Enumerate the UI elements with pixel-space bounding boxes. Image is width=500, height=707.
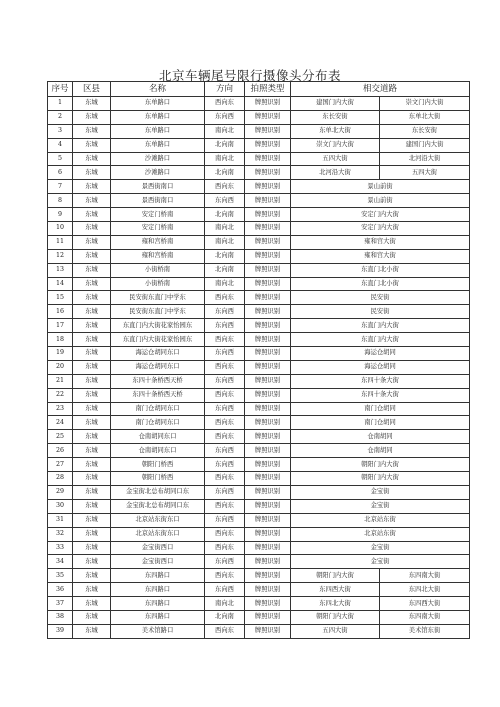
cell-name: 南门仓胡同东口 (111, 402, 205, 416)
cell-type: 牌照识别 (245, 333, 291, 347)
cell-road-2: 东单北大街 (380, 110, 470, 124)
table-row (48, 97, 470, 111)
cell-type: 牌照识别 (245, 458, 291, 472)
table-row (48, 166, 470, 180)
cell-type: 牌照识别 (245, 597, 291, 611)
cell-type: 牌照识别 (245, 555, 291, 569)
cell-direction: 西向东 (205, 527, 245, 541)
table-row (48, 513, 470, 527)
cell-road: 朝阳门内大街 (291, 458, 470, 472)
cell-district: 东城 (73, 305, 111, 319)
cell-road: 东四北大街 (291, 597, 380, 611)
cell-district: 东城 (73, 277, 111, 291)
table-row (48, 374, 470, 388)
cell-name: 东直门内大街花家怡园东 (111, 333, 205, 347)
table-row (48, 388, 470, 402)
cell-direction: 东向西 (205, 513, 245, 527)
cell-district: 东城 (73, 319, 111, 333)
cell-direction: 北向南 (205, 610, 245, 624)
cell-no: 17 (48, 319, 73, 333)
cell-direction: 东向西 (205, 555, 245, 569)
cell-type: 牌照识别 (245, 249, 291, 263)
cell-direction: 南向北 (205, 235, 245, 249)
cell-no: 24 (48, 416, 73, 430)
table-row (48, 472, 470, 486)
cell-district: 东城 (73, 208, 111, 222)
cell-road: 东四十条大街 (291, 374, 470, 388)
cell-type: 牌照识别 (245, 208, 291, 222)
cell-district: 东城 (73, 360, 111, 374)
table-row (48, 333, 470, 347)
cell-no: 1 (48, 97, 73, 111)
cell-name: 东四路口 (111, 597, 205, 611)
cell-no: 28 (48, 472, 73, 486)
header-district: 区县 (73, 82, 111, 97)
cell-type: 牌照识别 (245, 166, 291, 180)
cell-no: 33 (48, 541, 73, 555)
cell-road: 金宝街 (291, 541, 470, 555)
cell-name: 金宝街北总布胡同口东 (111, 485, 205, 499)
cell-district: 东城 (73, 416, 111, 430)
cell-type: 牌照识别 (245, 180, 291, 194)
cell-type: 牌照识别 (245, 194, 291, 208)
table-row (48, 235, 470, 249)
cell-road: 五四大街 (291, 624, 380, 638)
cell-district: 东城 (73, 374, 111, 388)
cell-district: 东城 (73, 263, 111, 277)
cell-name: 沙滩路口 (111, 152, 205, 166)
cell-road: 北京站东街 (291, 527, 470, 541)
cell-no: 37 (48, 597, 73, 611)
cell-no: 36 (48, 583, 73, 597)
table-row (48, 610, 470, 624)
cell-road: 五四大街 (291, 152, 380, 166)
cell-district: 东城 (73, 249, 111, 263)
cell-name: 安定门桥南 (111, 208, 205, 222)
cell-name: 美术馆路口 (111, 624, 205, 638)
cell-name: 雍和宫桥南 (111, 249, 205, 263)
table-row (48, 124, 470, 138)
cell-type: 牌照识别 (245, 444, 291, 458)
cell-road: 东直门内大街 (291, 319, 470, 333)
cell-direction: 南向北 (205, 124, 245, 138)
cell-name: 小街桥南 (111, 263, 205, 277)
cell-type: 牌照识别 (245, 277, 291, 291)
cell-no: 23 (48, 402, 73, 416)
cell-type: 牌照识别 (245, 97, 291, 111)
cell-road-2: 美术馆东街 (380, 624, 470, 638)
cell-no: 10 (48, 222, 73, 236)
cell-district: 东城 (73, 569, 111, 583)
cell-type: 牌照识别 (245, 430, 291, 444)
cell-road: 东四西大街 (291, 583, 380, 597)
cell-road: 金宝街 (291, 499, 470, 513)
cell-no: 30 (48, 499, 73, 513)
cell-type: 牌照识别 (245, 235, 291, 249)
cell-no: 8 (48, 194, 73, 208)
cell-road-2: 东四北大街 (380, 583, 470, 597)
table-row (48, 624, 470, 638)
cell-name: 小街桥南 (111, 277, 205, 291)
cell-name: 仓南胡同东口 (111, 430, 205, 444)
cell-name: 民安街东直门中学东 (111, 305, 205, 319)
header-no: 序号 (48, 82, 73, 97)
cell-no: 2 (48, 110, 73, 124)
cell-no: 22 (48, 388, 73, 402)
cell-direction: 西向东 (205, 541, 245, 555)
cell-type: 牌照识别 (245, 263, 291, 277)
cell-district: 东城 (73, 458, 111, 472)
cell-type: 牌照识别 (245, 513, 291, 527)
cell-road: 东直门北小街 (291, 263, 470, 277)
table-row (48, 263, 470, 277)
table-row (48, 402, 470, 416)
cell-no: 12 (48, 249, 73, 263)
cell-name: 金宝街北总布胡同口东 (111, 499, 205, 513)
cell-direction: 东向西 (205, 485, 245, 499)
cell-direction: 南向北 (205, 152, 245, 166)
cell-road: 仓南胡同 (291, 430, 470, 444)
cell-district: 东城 (73, 138, 111, 152)
cell-district: 东城 (73, 444, 111, 458)
table-row (48, 110, 470, 124)
cell-type: 牌照识别 (245, 472, 291, 486)
cell-no: 16 (48, 305, 73, 319)
cell-no: 32 (48, 527, 73, 541)
cell-no: 27 (48, 458, 73, 472)
cell-no: 18 (48, 333, 73, 347)
cell-no: 5 (48, 152, 73, 166)
cell-name: 民安街东直门中学东 (111, 291, 205, 305)
cell-direction: 西向东 (205, 388, 245, 402)
table-row (48, 416, 470, 430)
cell-road-2: 东四南大街 (380, 610, 470, 624)
cell-name: 东单路口 (111, 110, 205, 124)
cell-direction: 西向东 (205, 360, 245, 374)
cell-direction: 东向西 (205, 347, 245, 361)
cell-type: 牌照识别 (245, 222, 291, 236)
cell-road: 东直门北小街 (291, 277, 470, 291)
cell-direction: 西向东 (205, 291, 245, 305)
table-row (48, 555, 470, 569)
table-row (48, 291, 470, 305)
table-row (48, 458, 470, 472)
cell-district: 东城 (73, 97, 111, 111)
cell-no: 34 (48, 555, 73, 569)
cell-direction: 南向北 (205, 277, 245, 291)
cell-name: 东四十条桥西天桥 (111, 374, 205, 388)
cell-direction: 东向西 (205, 194, 245, 208)
cell-direction: 西向东 (205, 569, 245, 583)
cell-name: 海运仓胡同东口 (111, 347, 205, 361)
cell-road-2: 北河沿大街 (380, 152, 470, 166)
cell-direction: 北向南 (205, 138, 245, 152)
header-crossroad: 相交道路 (291, 82, 470, 97)
table-row (48, 597, 470, 611)
cell-no: 39 (48, 624, 73, 638)
header-name: 名称 (111, 82, 205, 97)
cell-no: 6 (48, 166, 73, 180)
table-header-row (48, 82, 470, 97)
cell-district: 东城 (73, 527, 111, 541)
cell-direction: 南向北 (205, 597, 245, 611)
cell-district: 东城 (73, 499, 111, 513)
cell-road: 雍和宫大街 (291, 235, 470, 249)
cell-direction: 南向北 (205, 222, 245, 236)
table-row (48, 527, 470, 541)
cell-direction: 西向东 (205, 499, 245, 513)
cell-road: 金宝街 (291, 555, 470, 569)
cell-road: 雍和宫大街 (291, 249, 470, 263)
cell-road-2: 五四大街 (380, 166, 470, 180)
cell-district: 东城 (73, 124, 111, 138)
table-row (48, 569, 470, 583)
cell-no: 13 (48, 263, 73, 277)
cell-name: 东四路口 (111, 583, 205, 597)
cell-direction: 北向南 (205, 166, 245, 180)
cell-name: 朝阳门桥西 (111, 458, 205, 472)
cell-no: 14 (48, 277, 73, 291)
cell-name: 金宝街西口 (111, 541, 205, 555)
table-row (48, 249, 470, 263)
cell-direction: 北向南 (205, 208, 245, 222)
cell-name: 北京站东街东口 (111, 527, 205, 541)
cell-district: 东城 (73, 472, 111, 486)
cell-direction: 东向西 (205, 305, 245, 319)
table-row (48, 360, 470, 374)
cell-district: 东城 (73, 583, 111, 597)
table-row (48, 583, 470, 597)
cell-no: 26 (48, 444, 73, 458)
cell-road: 民安街 (291, 291, 470, 305)
cell-type: 牌照识别 (245, 388, 291, 402)
cell-no: 4 (48, 138, 73, 152)
cell-no: 35 (48, 569, 73, 583)
cell-road: 金宝街 (291, 485, 470, 499)
cell-no: 11 (48, 235, 73, 249)
header-direction: 方向 (205, 82, 245, 97)
cell-direction: 东向西 (205, 110, 245, 124)
cell-no: 29 (48, 485, 73, 499)
cell-road: 朝阳门内大街 (291, 610, 380, 624)
cell-type: 牌照识别 (245, 499, 291, 513)
cell-no: 20 (48, 360, 73, 374)
table-row (48, 222, 470, 236)
cell-district: 东城 (73, 597, 111, 611)
table-row (48, 194, 470, 208)
camera-table (47, 81, 470, 639)
cell-road: 崇文门内大街 (291, 138, 380, 152)
page-title: 北京车辆尾号限行摄像头分布表 (158, 68, 341, 83)
cell-district: 东城 (73, 180, 111, 194)
cell-district: 东城 (73, 485, 111, 499)
cell-type: 牌照识别 (245, 152, 291, 166)
table-row (48, 485, 470, 499)
cell-district: 东城 (73, 610, 111, 624)
cell-district: 东城 (73, 110, 111, 124)
cell-road: 南门仓胡同 (291, 416, 470, 430)
cell-name: 景西街南口 (111, 194, 205, 208)
cell-road: 东四十条大街 (291, 388, 470, 402)
cell-type: 牌照识别 (245, 402, 291, 416)
cell-name: 海运仓胡同东口 (111, 360, 205, 374)
cell-road: 朝阳门内大街 (291, 472, 470, 486)
table-row (48, 305, 470, 319)
cell-no: 19 (48, 347, 73, 361)
cell-name: 东直门内大街花家怡园东 (111, 319, 205, 333)
cell-road: 朝阳门内大街 (291, 569, 380, 583)
cell-type: 牌照识别 (245, 624, 291, 638)
cell-type: 牌照识别 (245, 138, 291, 152)
cell-district: 东城 (73, 513, 111, 527)
cell-road: 东直门内大街 (291, 333, 470, 347)
table-row (48, 444, 470, 458)
cell-name: 东单路口 (111, 138, 205, 152)
table-row (48, 152, 470, 166)
cell-direction: 东向西 (205, 319, 245, 333)
cell-no: 15 (48, 291, 73, 305)
cell-direction: 北向南 (205, 263, 245, 277)
cell-type: 牌照识别 (245, 541, 291, 555)
cell-road: 北京站东街 (291, 513, 470, 527)
cell-type: 牌照识别 (245, 291, 291, 305)
cell-name: 安定门桥南 (111, 222, 205, 236)
cell-no: 38 (48, 610, 73, 624)
cell-type: 牌照识别 (245, 610, 291, 624)
cell-district: 东城 (73, 291, 111, 305)
cell-road: 安定门内大街 (291, 222, 470, 236)
cell-type: 牌照识别 (245, 374, 291, 388)
cell-type: 牌照识别 (245, 569, 291, 583)
table-row (48, 277, 470, 291)
table-row (48, 499, 470, 513)
cell-name: 东四十条桥西天桥 (111, 388, 205, 402)
cell-type: 牌照识别 (245, 583, 291, 597)
cell-district: 东城 (73, 222, 111, 236)
cell-road: 海运仓胡同 (291, 347, 470, 361)
cell-road-2: 建国门内大街 (380, 138, 470, 152)
cell-name: 北京站东街东口 (111, 513, 205, 527)
cell-direction: 西向东 (205, 97, 245, 111)
header-type: 拍照类型 (245, 82, 291, 97)
cell-name: 东单路口 (111, 97, 205, 111)
cell-road: 东长安街 (291, 110, 380, 124)
cell-type: 牌照识别 (245, 319, 291, 333)
table-row (48, 347, 470, 361)
cell-road: 南门仓胡同 (291, 402, 470, 416)
cell-direction: 东向西 (205, 374, 245, 388)
cell-name: 景西街南口 (111, 180, 205, 194)
cell-direction: 东向西 (205, 402, 245, 416)
cell-district: 东城 (73, 541, 111, 555)
cell-road-2: 崇文门内大街 (380, 97, 470, 111)
cell-district: 东城 (73, 333, 111, 347)
cell-name: 雍和宫桥南 (111, 235, 205, 249)
cell-direction: 东向西 (205, 458, 245, 472)
cell-direction: 东向西 (205, 444, 245, 458)
cell-type: 牌照识别 (245, 416, 291, 430)
cell-road-2: 东四西大街 (380, 597, 470, 611)
cell-direction: 西向东 (205, 416, 245, 430)
table-row (48, 541, 470, 555)
cell-road: 东单北大街 (291, 124, 380, 138)
cell-district: 东城 (73, 388, 111, 402)
cell-district: 东城 (73, 402, 111, 416)
cell-no: 31 (48, 513, 73, 527)
cell-no: 21 (48, 374, 73, 388)
cell-name: 东四路口 (111, 610, 205, 624)
cell-road-2: 东四南大街 (380, 569, 470, 583)
cell-name: 沙滩路口 (111, 166, 205, 180)
cell-name: 东四路口 (111, 569, 205, 583)
table-row (48, 319, 470, 333)
cell-road: 民安街 (291, 305, 470, 319)
cell-direction: 西向东 (205, 333, 245, 347)
cell-direction: 东向西 (205, 583, 245, 597)
cell-district: 东城 (73, 555, 111, 569)
cell-name: 金宝街西口 (111, 555, 205, 569)
cell-no: 7 (48, 180, 73, 194)
table-row (48, 180, 470, 194)
table-row (48, 430, 470, 444)
cell-type: 牌照识别 (245, 347, 291, 361)
cell-name: 南门仓胡同东口 (111, 416, 205, 430)
cell-district: 东城 (73, 235, 111, 249)
cell-type: 牌照识别 (245, 124, 291, 138)
cell-district: 东城 (73, 430, 111, 444)
cell-direction: 西向东 (205, 624, 245, 638)
cell-road: 北河沿大街 (291, 166, 380, 180)
cell-type: 牌照识别 (245, 485, 291, 499)
cell-direction: 西向东 (205, 430, 245, 444)
cell-direction: 西向东 (205, 472, 245, 486)
table-row (48, 208, 470, 222)
table-row (48, 138, 470, 152)
cell-type: 牌照识别 (245, 527, 291, 541)
cell-district: 东城 (73, 194, 111, 208)
cell-name: 东单路口 (111, 124, 205, 138)
cell-no: 3 (48, 124, 73, 138)
cell-road: 海运仓胡同 (291, 360, 470, 374)
cell-direction: 西向东 (205, 180, 245, 194)
cell-type: 牌照识别 (245, 305, 291, 319)
cell-road: 建国门内大街 (291, 97, 380, 111)
cell-district: 东城 (73, 347, 111, 361)
cell-road: 仓南胡同 (291, 444, 470, 458)
cell-district: 东城 (73, 152, 111, 166)
cell-no: 9 (48, 208, 73, 222)
cell-road: 景山前街 (291, 180, 470, 194)
cell-road: 安定门内大街 (291, 208, 470, 222)
cell-direction: 北向南 (205, 249, 245, 263)
cell-type: 牌照识别 (245, 360, 291, 374)
cell-name: 仓南胡同东口 (111, 444, 205, 458)
cell-road-2: 东长安街 (380, 124, 470, 138)
cell-district: 东城 (73, 166, 111, 180)
cell-road: 景山前街 (291, 194, 470, 208)
cell-type: 牌照识别 (245, 110, 291, 124)
cell-district: 东城 (73, 624, 111, 638)
cell-no: 25 (48, 430, 73, 444)
cell-name: 朝阳门桥西 (111, 472, 205, 486)
